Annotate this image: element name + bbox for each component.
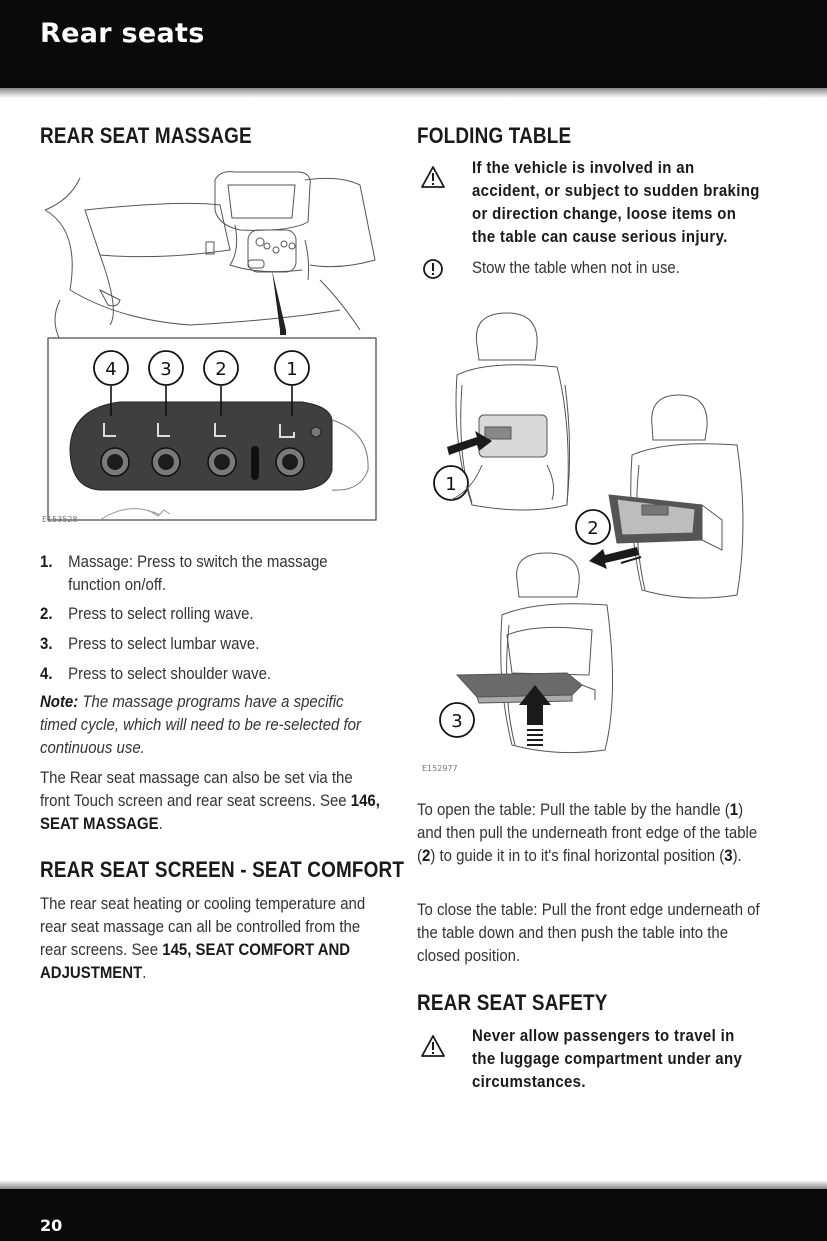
callout-label: 4 <box>105 359 117 380</box>
list-number: 4. <box>40 664 53 683</box>
cross-reference: 146, SEAT MASSAGE <box>40 791 380 833</box>
note-label: Note: <box>40 692 79 711</box>
list-text: Press to select lumbar wave. <box>68 634 260 653</box>
body-text: ). <box>732 846 742 865</box>
list-number: 1. <box>40 552 53 571</box>
caution-text: Stow the table when not in use. <box>472 258 680 277</box>
step-number: 3 <box>724 846 733 865</box>
footer-bar <box>0 1189 827 1241</box>
massage-heading: REAR SEAT MASSAGE <box>40 123 252 148</box>
cross-reference: 145, SEAT COMFORT AND ADJUSTMENT <box>40 940 351 982</box>
body-text: The rear seat heating or cooling temperature and rear seat massage can all be controlled from the rear screens. See <box>40 894 366 959</box>
callout-label: 1 <box>286 359 298 380</box>
safety-heading: REAR SEAT SAFETY <box>417 990 608 1015</box>
figure-code: E152977 <box>422 764 458 773</box>
massage-control-illustration <box>40 170 382 530</box>
footer-divider <box>0 1180 827 1189</box>
note-paragraph <box>40 690 379 759</box>
list-text: Press to select rolling wave. <box>68 604 254 623</box>
body-text: ) to guide it in to it's final horizontal position ( <box>430 846 725 865</box>
caution-circle-icon <box>422 258 444 280</box>
comfort-heading: REAR SEAT SCREEN - SEAT COMFORT <box>40 857 405 882</box>
header-divider <box>0 88 827 98</box>
safety-warning-text: Never allow passengers to travel in the luggage compartment under any circumstances. <box>472 1026 743 1091</box>
massage-body-paragraph <box>40 766 385 835</box>
punctuation: . <box>158 814 163 833</box>
list-text: Press to select shoulder wave. <box>68 664 272 683</box>
folding-table-illustration <box>417 305 762 780</box>
step-number: 1 <box>729 800 739 819</box>
open-table-paragraph <box>417 798 765 867</box>
folding-table-heading: FOLDING TABLE <box>417 123 572 148</box>
page-title: Rear seats <box>40 18 205 49</box>
list-number: 3. <box>40 634 53 653</box>
close-table-paragraph: To close the table: Pull the front edge underneath of the table down and then push the table into the closed position. <box>417 900 760 965</box>
step-number: 2 <box>421 846 431 865</box>
callout-label: 3 <box>451 711 463 732</box>
figure-code: E153528 <box>42 515 78 524</box>
comfort-body-paragraph <box>40 892 385 984</box>
note-text: The massage programs have a specific timed cycle, which will need to be re-selected for continuous use. <box>40 692 361 757</box>
list-number: 2. <box>40 604 53 623</box>
warning-triangle-icon <box>420 165 446 189</box>
folding-warning-text: If the vehicle is involved in an accident, or subject to sudden braking or direction change, loose items on the table can cause serious injury. <box>472 158 760 246</box>
warning-triangle-icon <box>420 1034 446 1058</box>
punctuation: . <box>142 963 147 982</box>
callout-label: 1 <box>445 474 457 495</box>
callout-label: 2 <box>215 359 227 380</box>
list-text: Massage: Press to switch the massage function on/off. <box>68 552 328 594</box>
body-text: The Rear seat massage can also be set via the front Touch screen and rear seat screens. See <box>40 768 353 810</box>
callout-label: 3 <box>160 359 172 380</box>
page-number: 20 <box>40 1216 63 1235</box>
body-text: ) and then pull the underneath front edge of the table ( <box>417 800 758 865</box>
callout-label: 2 <box>587 518 599 539</box>
body-text: To open the table: Pull the table by the handle ( <box>417 800 730 819</box>
